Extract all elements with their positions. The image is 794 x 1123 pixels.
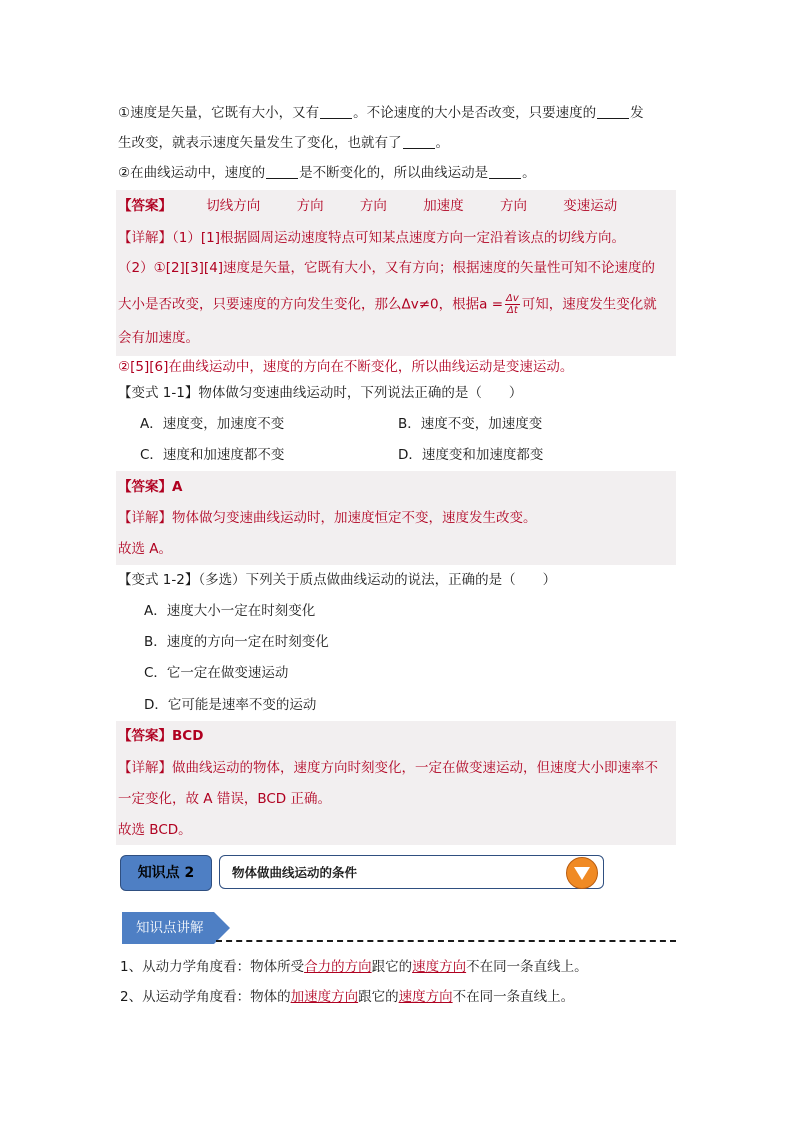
text: 跟它的 [371,959,413,975]
answer-item: 方向 [499,198,527,214]
text: 发 [630,105,644,121]
question-line-2 [118,133,449,153]
fraction-denominator: Δt [507,305,518,316]
answer-item: 方向 [359,198,387,214]
question-line-3 [118,163,536,183]
text: 生改变，就表示速度矢量发生了变化，也就有了 [118,135,402,151]
option-b: B．速度不变，加速度变 [398,416,543,432]
condition-line-2 [120,987,574,1007]
detail-line: 一定变化，故 A 错误，BCD 正确。 [118,791,331,807]
question-v11: 【变式 1-1】物体做匀变速曲线运动时，下列说法正确的是（ ） [118,385,523,401]
keyword: 速度方向 [398,989,453,1005]
chevron-down-circle-icon [566,857,598,889]
answer-line: 【答案】A [118,479,183,495]
choose-line: 故选 A。 [118,541,173,557]
knowledge-point-title: 物体做曲线运动的条件 [219,855,604,889]
answer-line: 【答案】BCD [118,728,204,744]
text: ①速度是矢量，它既有大小，又有 [118,105,320,121]
question-v12: 【变式 1-2】（多选）下列关于质点做曲线运动的说法，正确的是（ ） [118,572,557,588]
detail-line: 【详解】物体做匀变速曲线运动时，加速度恒定不变，速度发生改变。 [118,510,537,526]
fill-blank [597,104,629,119]
fraction-numerator: Δv [506,293,519,304]
fill-blank [489,164,521,179]
fill-blank [266,164,298,179]
text: 。 [435,135,449,151]
keyword: 加速度方向 [290,989,359,1005]
option-a: A．速度变，加速度不变 [140,416,285,432]
text: 2、从运动学角度看：物体的 [120,989,291,1005]
text: ②在曲线运动中，速度的 [118,165,266,181]
answer-item: 加速度 [423,198,464,214]
text: 是不断变化的，所以曲线运动是 [299,165,489,181]
text: 不在同一条直线上。 [466,959,588,975]
detail-line: 【详解】（1）[1]根据圆周运动速度特点可知某点速度方向一定沿着该点的切线方向。 [118,230,625,246]
detail-line [118,293,657,316]
question-line-1 [118,103,644,123]
knowledge-point-label: 知识点 2 [120,855,212,891]
answer-item: 变速运动 [563,198,618,214]
keyword: 合力的方向 [304,959,372,975]
option-a: A．速度大小一定在时刻变化 [144,603,316,619]
fill-blank [403,134,435,149]
answer-item: 切线方向 [206,198,261,214]
detail-line: ②[5][6]在曲线运动中，速度的方向在不断变化，所以曲线运动是变速运动。 [118,359,574,375]
option-c: C．速度和加速度都不变 [140,447,285,463]
text: 跟它的 [358,989,399,1005]
text: 。 [522,165,536,181]
keyword: 速度方向 [412,959,467,975]
text: 可知，速度发生变化就 [521,296,657,313]
option-d: D．速度变和加速度都变 [398,447,544,463]
option-d: D．它可能是速率不变的运动 [144,697,317,713]
answer-label: 【答案】 [118,198,172,214]
detail-line: （2）①[2][3][4]速度是矢量，它既有大小，又有方向；根据速度的矢量性可知不论速度的 [118,260,656,276]
detail-line: 会有加速度。 [118,330,199,346]
text: 。不论速度的大小是否改变，只要速度的 [353,105,597,121]
text: 不在同一条直线上。 [452,989,575,1005]
option-c: C．它一定在做变速运动 [144,665,289,681]
detail-line: 【详解】做曲线运动的物体，速度方向时刻变化，一定在做变速运动，但速度大小即速率不 [118,760,658,776]
option-b: B．速度的方向一定在时刻变化 [144,634,329,650]
fraction [505,293,520,316]
section-tag: 知识点讲解 [122,912,214,944]
answer-item: 方向 [296,198,324,214]
text: 1、从动力学角度看：物体所受 [120,959,305,975]
condition-line-1 [120,957,588,977]
text: 大小是否改变，只要速度的方向发生变化，那么Δv≠0，根据a = [118,296,503,313]
choose-line: 故选 BCD。 [118,822,192,838]
answer-line [118,196,617,216]
fill-blank [320,104,352,119]
dashed-divider [216,940,676,942]
